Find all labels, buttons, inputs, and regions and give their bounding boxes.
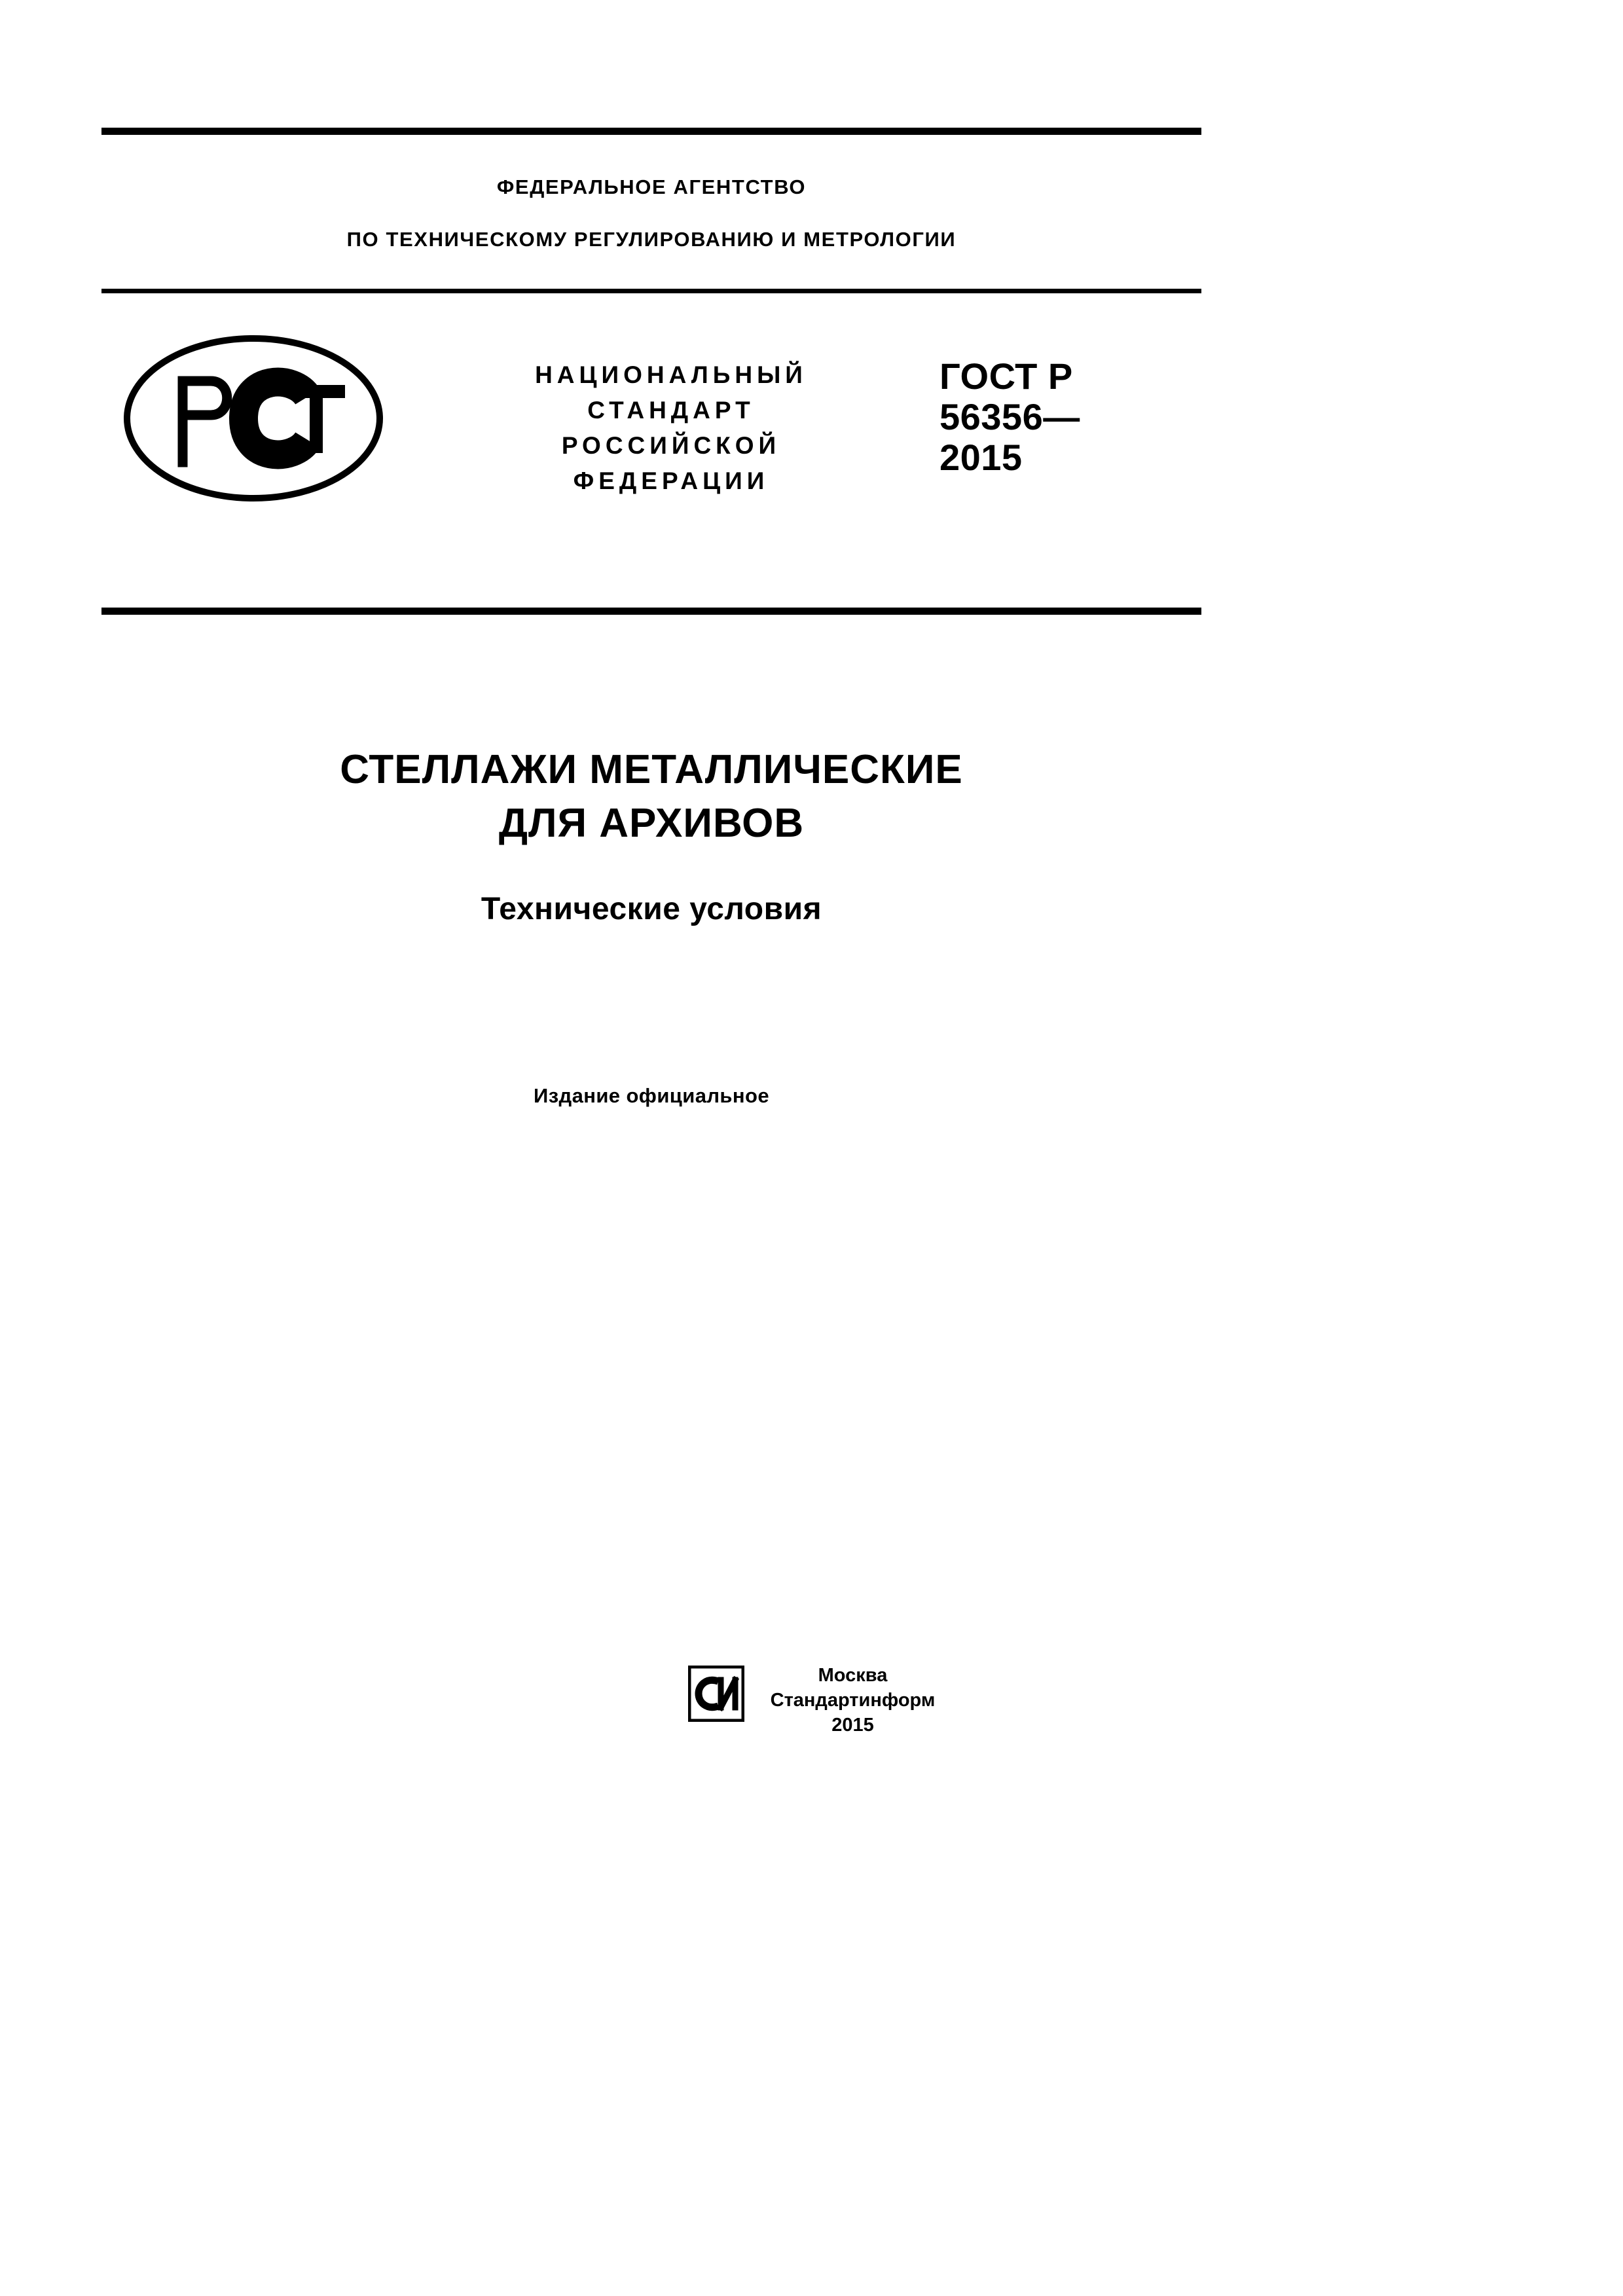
- publisher-text: [771, 1663, 936, 1738]
- gost-r-emblem-icon: [122, 334, 384, 503]
- document-title-line-1: СТЕЛЛАЖИ МЕТАЛЛИЧЕСКИЕ: [340, 747, 963, 792]
- standartinform-logo-icon: [688, 1666, 744, 1722]
- emblem-and-designation: [101, 293, 1201, 608]
- national-standard-line-2: СТАНДАРТ: [587, 397, 755, 424]
- national-standard-line-1: НАЦИОНАЛЬНЫЙ: [535, 361, 807, 388]
- publisher-city: Москва: [818, 1665, 888, 1686]
- title-block: [101, 743, 1201, 1108]
- standard-designation-line-3: 2015: [939, 437, 1023, 478]
- standard-designation: [939, 356, 1201, 478]
- agency-title-line-1: ФЕДЕРАЛЬНОЕ АГЕНТСТВО: [496, 175, 807, 198]
- national-standard-label: [442, 357, 900, 499]
- publisher-block: [0, 1663, 1623, 1738]
- publisher-name: Стандартинформ: [770, 1690, 936, 1711]
- publication-year: 2015: [831, 1715, 874, 1736]
- document-subtitle: Технические условия: [481, 892, 822, 926]
- standard-designation-line-2: 56356—: [939, 396, 1080, 437]
- top-rule: [101, 128, 1201, 135]
- national-standard-line-3: РОССИЙСКОЙ: [561, 432, 781, 459]
- agency-title-line-2: ПО ТЕХНИЧЕСКОМУ РЕГУЛИРОВАНИЮ И МЕТРОЛОГИИ: [346, 228, 957, 251]
- standard-designation-line-1: ГОСТ Р: [939, 355, 1073, 397]
- bottom-rule: [101, 608, 1201, 615]
- national-standard-line-4: ФЕДЕРАЦИИ: [573, 467, 769, 494]
- edition-note: Издание официальное: [534, 1084, 769, 1107]
- document-title-line-2: ДЛЯ АРХИВОВ: [498, 801, 805, 846]
- header-block: [101, 128, 1201, 615]
- middle-rule: [101, 289, 1201, 293]
